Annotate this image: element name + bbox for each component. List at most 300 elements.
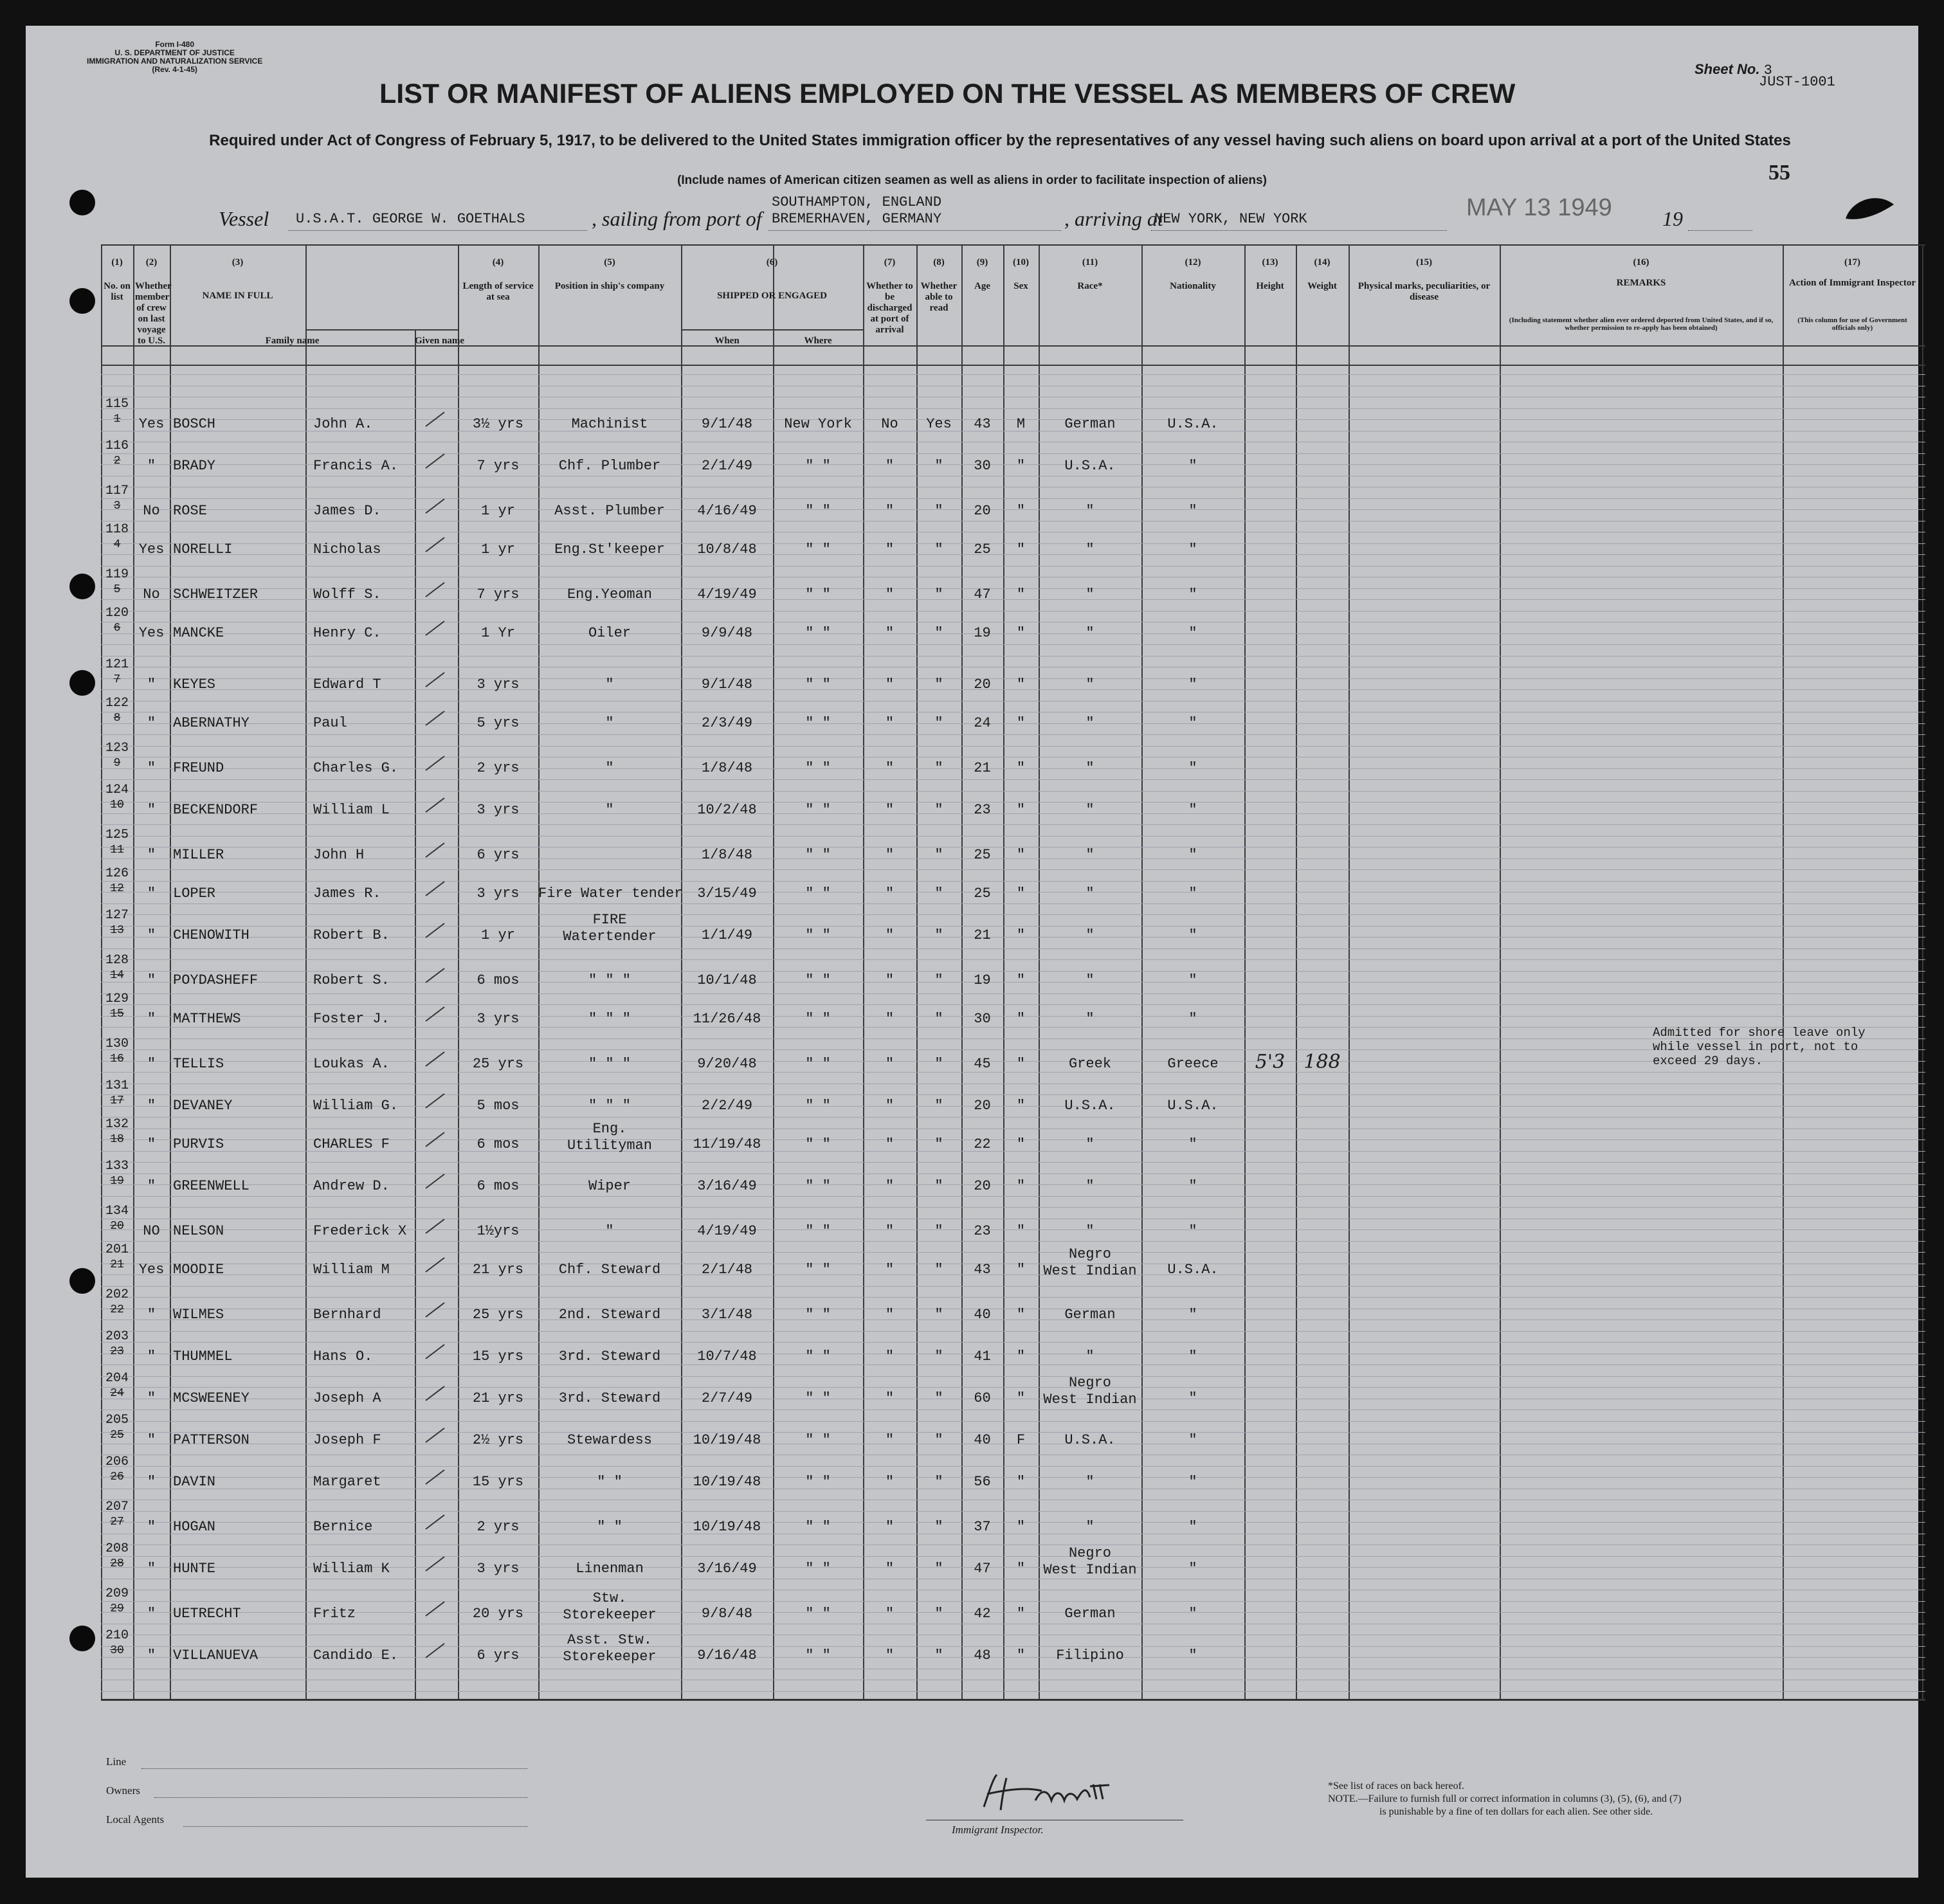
column-number: (6) <box>766 257 778 267</box>
row-number: 130 <box>105 1037 129 1051</box>
cell-service: 3 yrs <box>477 676 520 693</box>
cell-discharged: " <box>885 1390 895 1406</box>
cell-race: German <box>1064 1307 1116 1323</box>
cell-service: 15 yrs <box>472 1348 524 1365</box>
cell-sex: " <box>1016 458 1026 474</box>
cell-discharged: " <box>885 1178 895 1194</box>
form-id-block <box>87 41 262 74</box>
cell-sex: " <box>1016 1136 1026 1152</box>
cell-age: 41 <box>974 1348 991 1365</box>
cell-where: New York <box>784 416 852 432</box>
check-mark-icon <box>422 795 448 815</box>
check-mark-icon <box>422 754 448 773</box>
cell-age: 25 <box>974 885 991 902</box>
cell-service: 2 yrs <box>477 760 520 776</box>
cell-family: DAVIN <box>173 1474 216 1490</box>
cell-race: " <box>1086 1136 1095 1152</box>
cell-prev: " <box>147 715 156 731</box>
cell-when: 3/1/48 <box>701 1307 753 1323</box>
check-mark-icon <box>422 1426 448 1445</box>
punch-hole <box>69 1626 95 1651</box>
cell-sex: " <box>1016 1348 1026 1365</box>
column-header: Whether member of crew on last voyage to U.S. <box>135 281 172 346</box>
ruled-line <box>101 734 1925 735</box>
check-mark-icon <box>422 1255 448 1274</box>
cell-where: " " <box>805 802 831 818</box>
sheet-number: 3 <box>1763 62 1772 78</box>
cell-family: ABERNATHY <box>173 715 250 731</box>
cell-given: John H <box>313 847 365 863</box>
cell-given: Paul <box>313 715 347 731</box>
check-mark-icon <box>422 580 448 599</box>
owners-label: Owners <box>106 1784 140 1797</box>
punch-hole <box>69 574 95 599</box>
year-prefix: 19 <box>1662 207 1683 230</box>
check-mark-icon <box>422 1217 448 1236</box>
column-divider <box>170 246 171 1699</box>
cell-race: " <box>1086 1178 1095 1194</box>
cell-age: 19 <box>974 972 991 988</box>
row-number: 131 <box>105 1078 129 1093</box>
row-old-number: 26 <box>110 1471 124 1483</box>
cell-when: 2/2/49 <box>701 1098 753 1114</box>
cell-read: Yes <box>926 416 952 432</box>
row-number: 117 <box>105 484 129 498</box>
cell-discharged: " <box>885 1606 895 1622</box>
row-number: 206 <box>105 1455 129 1469</box>
row-number: 118 <box>105 522 129 537</box>
check-mark-icon <box>422 1091 448 1111</box>
cell-family: HUNTE <box>173 1561 216 1577</box>
ruled-line <box>101 498 1925 499</box>
ink-blot <box>1839 186 1897 225</box>
cell-position: " " " <box>588 1011 631 1027</box>
cell-position: " " <box>597 1474 622 1490</box>
cell-family: GREENWELL <box>173 1178 250 1194</box>
ruled-line <box>101 1376 1925 1377</box>
cell-given: Candido E. <box>313 1647 399 1664</box>
cell-service: 3 yrs <box>477 1011 520 1027</box>
row-old-number: 15 <box>110 1008 124 1020</box>
cell-read: " <box>934 1178 943 1194</box>
cell-given: William M <box>313 1262 390 1278</box>
cell-age: 24 <box>974 715 991 731</box>
check-mark-icon <box>422 1512 448 1532</box>
cell-where: " " <box>805 1098 831 1114</box>
cell-family: ROSE <box>173 503 207 519</box>
cell-read: " <box>934 1136 943 1152</box>
cell-position: Asst. Plumber <box>554 503 665 519</box>
remarks-note <box>1653 1026 1866 1068</box>
ruled-line <box>101 1094 1925 1095</box>
cell-nationality: " <box>1188 1432 1197 1448</box>
cell-when: 9/8/48 <box>701 1606 753 1622</box>
column-header: Nationality <box>1170 281 1216 291</box>
row-old-number: 2 <box>113 455 121 467</box>
cell-read: " <box>934 715 943 731</box>
cell-nationality: " <box>1188 1519 1197 1535</box>
cell-age: 43 <box>974 1262 991 1278</box>
row-number: 121 <box>105 657 129 672</box>
cell-race: German <box>1064 416 1116 432</box>
cell-sex: " <box>1016 1606 1026 1622</box>
cell-age: 47 <box>974 586 991 603</box>
cell-read: " <box>934 1561 943 1577</box>
cell-prev: " <box>147 1474 156 1490</box>
row-old-number: 27 <box>110 1516 124 1528</box>
cell-read: " <box>934 1606 943 1622</box>
cell-race: Greek <box>1068 1056 1111 1072</box>
cell-when: 2/7/49 <box>701 1390 753 1406</box>
cell-discharged: " <box>885 885 895 902</box>
vessel-name-line <box>288 230 587 231</box>
cell-given: James R. <box>313 885 381 902</box>
cell-prev: " <box>147 1348 156 1365</box>
cell-given: John A. <box>313 416 373 432</box>
row-number: 122 <box>105 696 129 711</box>
cell-discharged: " <box>885 1432 895 1448</box>
ruled-line <box>101 746 1925 747</box>
arrival-date-stamp: MAY 13 1949 <box>1466 194 1612 221</box>
cell-given: Francis A. <box>313 458 399 474</box>
cell-prev: Yes <box>138 1262 165 1278</box>
cell-nationality: U.S.A. <box>1167 1262 1219 1278</box>
cell-age: 56 <box>974 1474 991 1490</box>
cell-sex: " <box>1016 1056 1026 1072</box>
owners-field <box>154 1797 527 1798</box>
column-header: No. on list <box>104 281 131 302</box>
cell-given: Joseph A <box>313 1390 381 1406</box>
ruled-line <box>101 611 1925 612</box>
cell-family: MANCKE <box>173 625 224 641</box>
cell-prev: No <box>143 586 160 603</box>
cell-service: 1 yr <box>481 541 515 558</box>
ruled-line <box>101 1691 1925 1692</box>
cell-family: KEYES <box>173 676 216 693</box>
cell-race: " <box>1086 760 1095 776</box>
cell-position: Fire Water tender <box>538 885 683 902</box>
row-old-number: 8 <box>113 712 121 725</box>
cell-given: Bernhard <box>313 1307 381 1323</box>
cell-service: 3 yrs <box>477 802 520 818</box>
cell-given: William K <box>313 1561 390 1577</box>
cell-nationality: " <box>1188 1178 1197 1194</box>
cell-family: MILLER <box>173 847 224 863</box>
cell-where: " " <box>805 676 831 693</box>
column-number: (7) <box>884 257 896 267</box>
check-mark-icon <box>422 1130 448 1149</box>
ruled-line <box>101 374 1925 375</box>
cell-nationality: " <box>1188 927 1197 943</box>
cell-when: 3/16/49 <box>697 1178 757 1194</box>
cell-race: West Indian <box>1043 1392 1137 1408</box>
cell-where: " " <box>805 1432 831 1448</box>
cell-where: " " <box>805 1223 831 1239</box>
statute-notice: Required under Act of Congress of February 5, 1917, to be delivered to the United States immigration officer by the representatives of any vessel having such aliens on board upon arrival at a port of the United States <box>209 132 1791 149</box>
local-agents-label: Local Agents <box>106 1813 165 1826</box>
check-mark-icon <box>422 1342 448 1361</box>
cell-prev: " <box>147 458 156 474</box>
cell-where: " " <box>805 1262 831 1278</box>
cell-age: 60 <box>974 1390 991 1406</box>
row-number: 132 <box>105 1117 129 1132</box>
cell-sex: " <box>1016 1561 1026 1577</box>
cell-service: 3 yrs <box>477 885 520 902</box>
cell-service: 5 yrs <box>477 715 520 731</box>
cell-sex: M <box>1016 416 1026 432</box>
row-old-number: 6 <box>113 622 121 635</box>
cell-given: Loukas A. <box>313 1056 390 1072</box>
cell-nationality: " <box>1188 1606 1197 1622</box>
cell-service: 6 mos <box>477 1136 520 1152</box>
cell-service: 6 yrs <box>477 1647 520 1664</box>
cell-discharged: " <box>885 541 895 558</box>
cell-read: " <box>934 1223 943 1239</box>
ruled-line <box>101 1196 1925 1197</box>
column-header: Age <box>974 281 990 291</box>
cell-read: " <box>934 1432 943 1448</box>
cell-discharged: " <box>885 927 895 943</box>
cell-where: " " <box>805 1056 831 1072</box>
row-old-number: 12 <box>110 882 124 895</box>
cell-where: " " <box>805 847 831 863</box>
cell-prev: " <box>147 1606 156 1622</box>
check-mark-icon <box>422 879 448 898</box>
cell-age: 23 <box>974 1223 991 1239</box>
cell-position: " " <box>597 1519 622 1535</box>
cell-read: " <box>934 1474 943 1490</box>
cell-prev: " <box>147 1307 156 1323</box>
cell-where: " " <box>805 625 831 641</box>
column-number: (14) <box>1314 257 1331 267</box>
penalty-note-1: NOTE.—Failure to furnish full or correct information in columns (3), (5), (6), and (7) <box>1328 1793 1682 1804</box>
column-number: (2) <box>145 257 158 267</box>
cell-nationality: " <box>1188 503 1197 519</box>
column-header: Race* <box>1077 281 1103 291</box>
cell-age: 30 <box>974 1011 991 1027</box>
cell-service: 15 yrs <box>472 1474 524 1490</box>
cell-sex: " <box>1016 1098 1026 1114</box>
cell-when: 11/26/48 <box>693 1011 761 1027</box>
cell-prev: " <box>147 1647 156 1664</box>
cell-service: 2½ yrs <box>472 1432 524 1448</box>
cell-where: " " <box>805 541 831 558</box>
cell-when: 1/8/48 <box>701 760 753 776</box>
cell-age: 40 <box>974 1307 991 1323</box>
ruled-line <box>101 1072 1925 1073</box>
cell-prev: " <box>147 885 156 902</box>
row-number: 209 <box>105 1586 129 1601</box>
sheet-label: Sheet No. <box>1694 61 1760 77</box>
check-mark-icon <box>422 619 448 638</box>
cell-given: Joseph F <box>313 1432 381 1448</box>
cell-where: " " <box>805 1136 831 1152</box>
cell-position: " <box>605 802 614 818</box>
cell-when: 3/16/49 <box>697 1561 757 1577</box>
cell-when: 9/16/48 <box>697 1647 757 1664</box>
cell-race: " <box>1086 1011 1095 1027</box>
cell-nationality: " <box>1188 885 1197 902</box>
cell-age: 20 <box>974 503 991 519</box>
ruled-line <box>101 1297 1925 1298</box>
ruled-line <box>101 1049 1925 1050</box>
cell-age: 21 <box>974 760 991 776</box>
cell-where: " " <box>805 458 831 474</box>
cell-position: 3rd. Steward <box>558 1390 661 1406</box>
cell-when: 2/1/48 <box>701 1262 753 1278</box>
cell-when: 9/1/48 <box>701 416 753 432</box>
cell-age: 25 <box>974 847 991 863</box>
cell-nationality: " <box>1188 1011 1197 1027</box>
cell-age: 47 <box>974 1561 991 1577</box>
ruled-line <box>101 701 1925 702</box>
form-department: U. S. DEPARTMENT OF JUSTICE <box>114 48 235 57</box>
cell-family: NORELLI <box>173 541 233 558</box>
ruled-line <box>101 1387 1925 1388</box>
row-old-number: 19 <box>110 1175 124 1188</box>
cell-age: 45 <box>974 1056 991 1072</box>
cell-family: UETRECHT <box>173 1606 241 1622</box>
ruled-line <box>101 1241 1925 1242</box>
cell-service: 1 yr <box>481 503 515 519</box>
cell-nationality: " <box>1188 1647 1197 1664</box>
row-number: 201 <box>105 1242 129 1257</box>
cell-family: MOODIE <box>173 1262 224 1278</box>
cell-given: CHARLES F <box>313 1136 390 1152</box>
cell-position: " <box>605 715 614 731</box>
ruled-line <box>101 948 1925 949</box>
cell-read: " <box>934 1307 943 1323</box>
manifest-sheet <box>26 26 1918 1878</box>
cell-position: Wiper <box>588 1178 631 1194</box>
column-subheader: When <box>714 336 740 346</box>
cell-discharged: " <box>885 625 895 641</box>
column-header-note: (This column for use of Government officials only) <box>1797 316 1907 332</box>
cell-service: 3 yrs <box>477 1561 520 1577</box>
cell-prev: " <box>147 1178 156 1194</box>
column-header: Sex <box>1013 281 1028 291</box>
cell-race: " <box>1086 847 1095 863</box>
cell-where: " " <box>805 715 831 731</box>
cell-service: 21 yrs <box>472 1390 524 1406</box>
cell-family: CHENOWITH <box>173 927 250 943</box>
cell-read: " <box>934 541 943 558</box>
arrival-port: NEW YORK, NEW YORK <box>1154 211 1307 227</box>
cell-read: " <box>934 847 943 863</box>
cell-given: Foster J. <box>313 1011 390 1027</box>
ruled-line <box>101 1038 1925 1039</box>
column-number: (10) <box>1013 257 1029 267</box>
cell-discharged: " <box>885 586 895 603</box>
column-divider <box>1349 246 1350 1699</box>
cell-service: 6 mos <box>477 1178 520 1194</box>
column-header: REMARKS <box>1616 278 1666 288</box>
cell-when: 2/1/49 <box>701 458 753 474</box>
cell-position: Eng.Yeoman <box>567 586 653 603</box>
cell-sex: " <box>1016 1474 1026 1490</box>
column-divider <box>1244 246 1246 1699</box>
cell-read: " <box>934 458 943 474</box>
cell-race: " <box>1086 1348 1095 1365</box>
row-number: 125 <box>105 828 129 842</box>
column-number: (15) <box>1416 257 1432 267</box>
cell-where: " " <box>805 1519 831 1535</box>
cell-when: 1/8/48 <box>701 847 753 863</box>
row-old-number: 11 <box>110 844 124 857</box>
cell-sex: " <box>1016 1223 1026 1239</box>
row-old-number: 29 <box>110 1602 124 1615</box>
cell-read: " <box>934 625 943 641</box>
subcolumn-divider <box>415 329 416 1699</box>
column-number: (9) <box>976 257 988 267</box>
cell-read: " <box>934 676 943 693</box>
page-title: LIST OR MANIFEST OF ALIENS EMPLOYED ON THE VESSEL AS MEMBERS OF CREW <box>379 78 1516 109</box>
cell-age: 40 <box>974 1432 991 1448</box>
column-header: Whether able to read <box>920 281 958 313</box>
cell-where: " " <box>805 503 831 519</box>
cell-prev: " <box>147 972 156 988</box>
cell-where: " " <box>805 1606 831 1622</box>
cell-sex: " <box>1016 1647 1026 1664</box>
cell-read: " <box>934 885 943 902</box>
cell-read: " <box>934 1056 943 1072</box>
row-number: 128 <box>105 953 129 968</box>
ruled-line <box>101 791 1925 792</box>
cell-nationality: " <box>1188 541 1197 558</box>
row-number: 116 <box>105 439 129 453</box>
cell-sex: " <box>1016 715 1026 731</box>
cell-race: " <box>1086 586 1095 603</box>
cell-age: 30 <box>974 458 991 474</box>
cell-family: THUMMEL <box>173 1348 233 1365</box>
ruled-line <box>101 656 1925 657</box>
cell-race: " <box>1086 715 1095 731</box>
form-service: IMMIGRATION AND NATURALIZATION SERVICE <box>87 57 263 66</box>
cell-race: Negro <box>1068 1375 1111 1391</box>
cell-when: 10/19/48 <box>693 1474 761 1490</box>
cell-prev: Yes <box>138 416 165 432</box>
cell-service: 5 mos <box>477 1098 520 1114</box>
cell-discharged: " <box>885 1561 895 1577</box>
cell-read: " <box>934 1262 943 1278</box>
cell-given: Henry C. <box>313 625 381 641</box>
cell-service: 7 yrs <box>477 586 520 603</box>
column-divider <box>305 246 307 1699</box>
cell-height: 5'3 <box>1255 1051 1285 1073</box>
remarks-line: exceed 29 days. <box>1653 1054 1763 1068</box>
sailing-port-2: BREMERHAVEN, GERMANY <box>772 211 942 227</box>
check-mark-icon <box>422 496 448 516</box>
ruled-line <box>101 1421 1925 1422</box>
ruled-line <box>101 1004 1925 1005</box>
sheet-code: JUST-1001 <box>1759 74 1835 90</box>
cell-given: Charles G. <box>313 760 399 776</box>
cell-family: BECKENDORF <box>173 802 259 818</box>
cell-family: WILMES <box>173 1307 224 1323</box>
cell-given: James D. <box>313 503 381 519</box>
cell-read: " <box>934 1098 943 1114</box>
cell-position: Storekeeper <box>563 1607 657 1623</box>
cell-discharged: " <box>885 1136 895 1152</box>
cell-discharged: " <box>885 802 895 818</box>
ruled-line <box>101 903 1925 904</box>
cell-family: PATTERSON <box>173 1432 250 1448</box>
line-label: Line <box>106 1755 127 1768</box>
ruled-line <box>101 1286 1925 1287</box>
cell-race: West Indian <box>1043 1562 1137 1578</box>
cell-family: BOSCH <box>173 416 216 432</box>
column-header: Position in ship's company <box>554 281 665 291</box>
